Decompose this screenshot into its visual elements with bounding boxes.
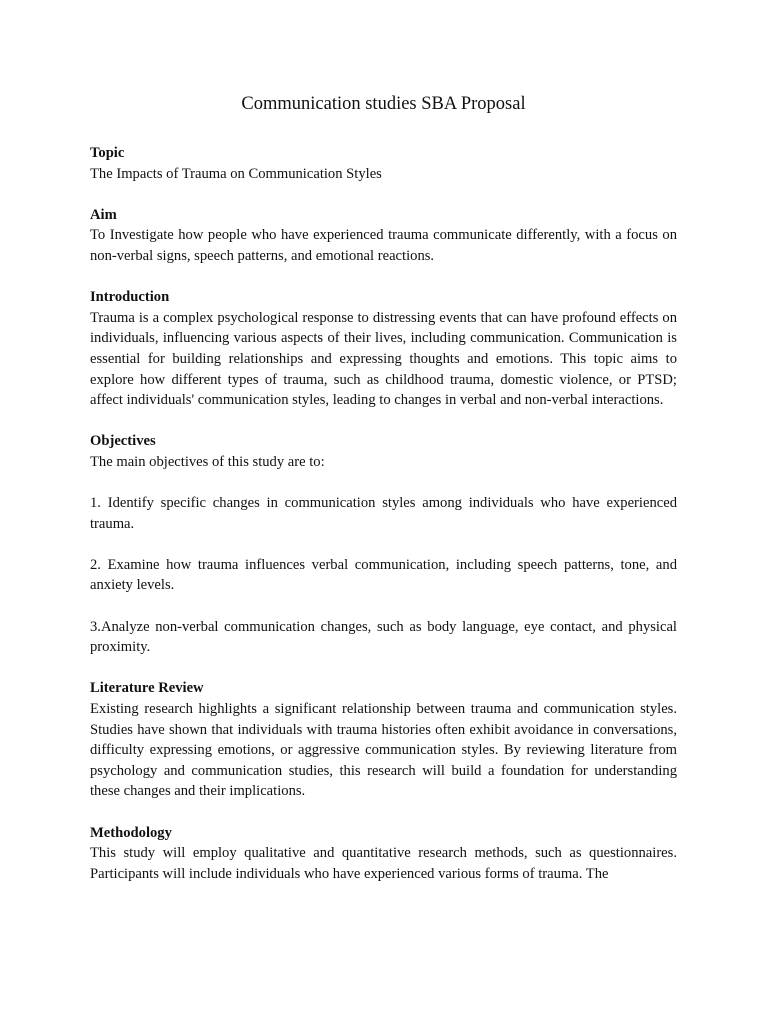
objective-item-1: 1. Identify specific changes in communication styles among individuals who have experienced trauma. — [90, 495, 677, 532]
objectives-heading: Objectives — [90, 433, 156, 450]
introduction-heading: Introduction — [90, 289, 170, 306]
literature-review-section — [90, 678, 677, 802]
document-title: Communication studies SBA Proposal — [241, 94, 526, 114]
literature-review-heading: Literature Review — [90, 680, 204, 697]
topic-section — [90, 143, 677, 184]
aim-body: To Investigate how people who have experienced trauma communicate differently, with a focus on non-verbal signs, speech patterns, and emotional reactions. — [90, 227, 677, 264]
introduction-section — [90, 287, 677, 411]
objective-item-2: 2. Examine how trauma influences verbal communication, including speech patterns, tone, and anxiety levels. — [90, 556, 677, 594]
introduction-body: Trauma is a complex psychological response to distressing events that can have profound effects on individuals, influencing various aspects of their lives, including communication. Communication is essential for building relationships and expressing thoughts and emotions. This topic aims to explore how different types of trauma, such as childhood trauma, domestic violence, or PTSD; affect individuals' communication styles, leading to changes in verbal and non-verbal interactions. — [90, 309, 677, 409]
objective-item-3: 3.Analyze non-verbal communication changes, such as body language, eye contact, and physical proximity. — [90, 618, 677, 656]
methodology-body: This study will employ qualitative and quantitative research methods, such as questionnaires. Participants will include individuals who have experienced various forms of trauma. The — [90, 845, 677, 882]
aim-heading: Aim — [90, 206, 117, 223]
document-page — [90, 92, 677, 905]
objectives-intro: The main objectives of this study are to: — [90, 453, 325, 470]
aim-section — [90, 205, 677, 267]
methodology-section — [90, 823, 677, 885]
objectives-section — [90, 431, 677, 658]
methodology-heading: Methodology — [90, 824, 172, 841]
topic-body: The Impacts of Trauma on Communication Styles — [90, 165, 382, 182]
literature-review-body: Existing research highlights a significant relationship between trauma and communication styles. Studies have shown that individuals with trauma histories often exhibit avoidance in conversations, difficulty expressing emotions, or aggressive communication styles. By reviewing literature from psychology and communication studies, this research will build a foundation for understanding these changes and their implications. — [90, 701, 677, 800]
topic-heading: Topic — [90, 145, 125, 161]
